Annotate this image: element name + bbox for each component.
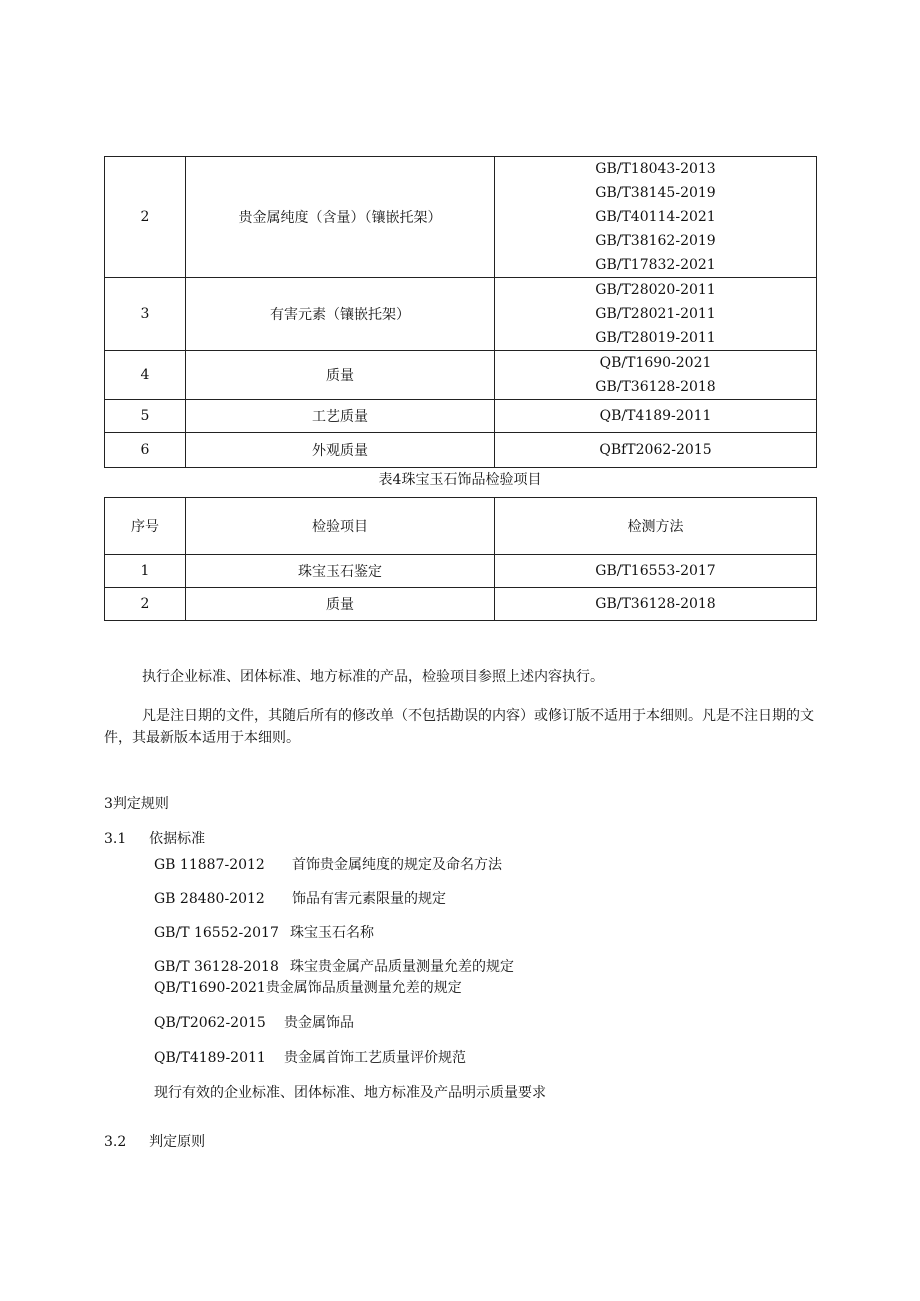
seq-cell: 1	[105, 555, 186, 588]
method-cell: GB/T36128-2018	[495, 588, 817, 621]
standard-item	[154, 1013, 354, 1033]
seq-cell: 6	[105, 433, 186, 468]
subsection-number: 3.1	[104, 831, 127, 847]
method-code: GB/T36128-2018	[595, 379, 716, 395]
seq-cell: 4	[105, 351, 186, 400]
item-cell: 有害元素（镶嵌托架）	[186, 278, 495, 351]
standard-item	[154, 1048, 466, 1068]
seq-cell: 5	[105, 400, 186, 433]
standard-name: 贵金属首饰工艺质量评价规范	[284, 1050, 466, 1066]
subsection-heading	[104, 1132, 205, 1152]
item-cell: 质量	[186, 351, 495, 400]
method-code: GB/T28020-2011	[595, 282, 716, 298]
inspection-table-continued	[104, 156, 817, 468]
method-code: GB/T38162-2019	[595, 233, 716, 249]
header-item: 检验项目	[186, 498, 495, 555]
table-row	[105, 433, 817, 468]
method-cell	[495, 351, 817, 400]
standard-item	[154, 923, 374, 943]
item-cell: 外观质量	[186, 433, 495, 468]
method-code: GB/T18043-2013	[595, 161, 716, 177]
method-cell	[495, 278, 817, 351]
table-caption: 表4珠宝玉石饰品检验项目	[378, 472, 542, 488]
method-code: QB/T1690-2021	[599, 355, 712, 371]
seq-cell: 3	[105, 278, 186, 351]
table-row	[105, 157, 817, 278]
standard-code: GB/T 36128-2018	[154, 959, 279, 975]
standard-name: 珠宝玉石名称	[290, 925, 374, 941]
method-code: GB/T38145-2019	[595, 185, 716, 201]
method-code: QB/T4189-2011	[599, 408, 712, 424]
subsection-title: 判定原则	[149, 1134, 206, 1150]
standard-name: 贵金属饰品	[284, 1015, 354, 1031]
item-cell: 工艺质量	[186, 400, 495, 433]
paragraph: 执行企业标准、团体标准、地方标准的产品，检验项目参照上述内容执行。	[142, 669, 604, 685]
standard-code: QB/T4189-2011	[154, 1050, 266, 1066]
standard-name: 珠宝贵金属产品质量测量允差的规定	[290, 959, 514, 975]
method-code: GB/T28021-2011	[595, 306, 716, 322]
seq-cell: 2	[105, 588, 186, 621]
table-row	[105, 588, 817, 621]
jewelry-inspection-table	[104, 497, 817, 621]
standard-name: 饰品有害元素限量的规定	[292, 891, 446, 907]
method-code: GB/T28019-2011	[595, 330, 716, 346]
method-code: GB/T17832-2021	[595, 257, 716, 273]
method-code: GB/T40114-2021	[595, 209, 716, 225]
subsection-title: 依据标准	[149, 831, 206, 847]
subsection-number: 3.2	[104, 1134, 127, 1150]
standard-name: 贵金属饰品质量测量允差的规定	[265, 980, 462, 996]
method-cell: GB/T16553-2017	[495, 555, 817, 588]
paragraph: 凡是注日期的文件，其随后所有的修改单（不包括勘误的内容）或修订版不适用于本细则。凡是不注日期的文件，其最新版本适用于本细则。	[104, 708, 814, 746]
seq-cell: 2	[105, 157, 186, 278]
standard-code: GB 28480-2012	[154, 891, 265, 907]
other-standards: 现行有效的企业标准、团体标准、地方标准及产品明示质量要求	[154, 1085, 546, 1101]
standard-code: GB 11887-2012	[154, 857, 265, 873]
standard-name: 首饰贵金属纯度的规定及命名方法	[292, 857, 502, 873]
table-row	[105, 555, 817, 588]
table-header-row	[105, 498, 817, 555]
standard-code: GB/T 16552-2017	[154, 925, 279, 941]
header-method: 检测方法	[495, 498, 817, 555]
section-heading: 3判定规则	[104, 796, 169, 812]
standard-code: QB/T1690-2021	[154, 980, 266, 996]
standard-code: QB/T2062-2015	[154, 1015, 266, 1031]
table-row	[105, 400, 817, 433]
standard-item	[154, 889, 446, 909]
table-row	[105, 278, 817, 351]
header-seq: 序号	[105, 498, 186, 555]
method-cell	[495, 157, 817, 278]
table-row	[105, 351, 817, 400]
method-cell	[495, 433, 817, 468]
item-cell: 贵金属纯度（含量）（镶嵌托架）	[186, 157, 495, 278]
standard-item	[154, 957, 514, 977]
subsection-heading	[104, 829, 205, 849]
item-cell: 质量	[186, 588, 495, 621]
standard-item	[154, 855, 502, 875]
item-cell: 珠宝玉石鉴定	[186, 555, 495, 588]
method-code: QBfT2062-2015	[599, 442, 712, 458]
standard-item	[154, 978, 462, 998]
method-cell	[495, 400, 817, 433]
